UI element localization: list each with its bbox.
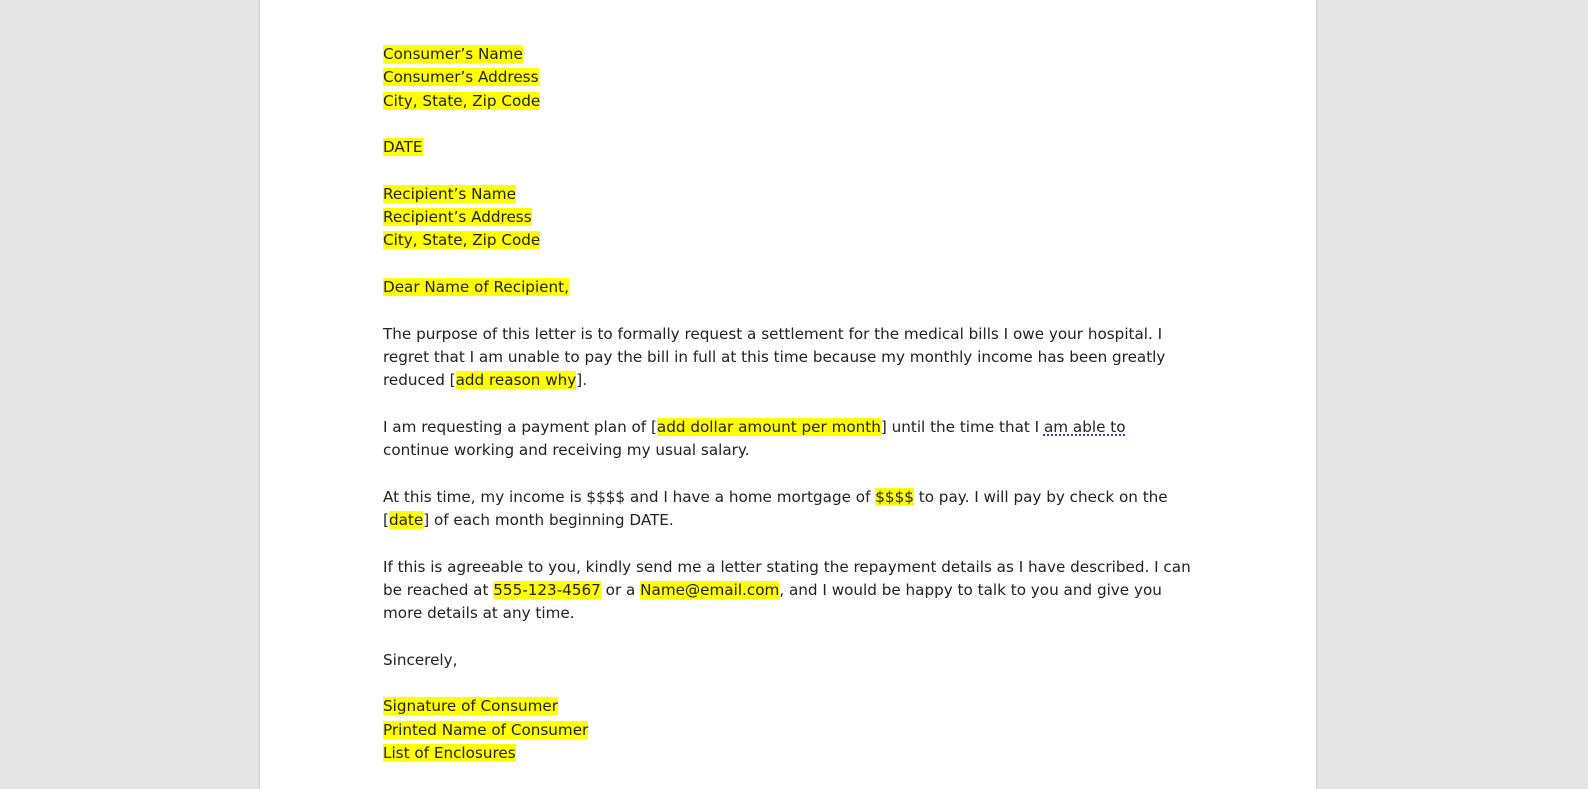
- paragraph-3-text: [: [383, 510, 389, 529]
- spacer: [383, 253, 1203, 276]
- grammar-suggestion[interactable]: am able to: [1043, 417, 1126, 436]
- paragraph-4-text: , and I would be happy to talk to you and give you: [779, 580, 1162, 599]
- paragraph-3-line-2: [383, 509, 1203, 532]
- spacer: [383, 113, 1203, 136]
- sender-city-line: [383, 90, 1203, 113]
- paragraph-4-text: be reached at: [383, 580, 494, 599]
- spacer: [383, 392, 1203, 415]
- recipient-city-line: [383, 229, 1203, 252]
- recipient-name: Recipient’s Name: [383, 184, 516, 203]
- sender-address: Consumer’s Address: [383, 68, 539, 87]
- spacer: [383, 462, 1203, 485]
- paragraph-2-text: I am requesting a payment plan of [: [383, 417, 657, 436]
- paragraph-4-text: or a: [600, 580, 641, 599]
- placeholder-email: Name@email.com: [640, 580, 780, 599]
- placeholder-dollar-amount: add dollar amount per month: [656, 417, 881, 436]
- letter-date: DATE: [383, 138, 423, 157]
- paragraph-1-text: reduced [: [383, 371, 456, 390]
- paragraph-1-text: ].: [576, 371, 588, 390]
- paragraph-2-text: ] until the time that I: [880, 417, 1044, 436]
- sender-city: City, State, Zip Code: [383, 91, 541, 110]
- placeholder-reason: add reason why: [455, 371, 577, 390]
- closing-line: [383, 649, 1203, 672]
- paragraph-3-text: ] of each month beginning DATE.: [423, 510, 674, 529]
- letter-body[interactable]: [383, 43, 1203, 765]
- spacer: [383, 299, 1203, 322]
- printed-name-line: [383, 719, 1203, 742]
- placeholder-phone: 555-123-4567: [493, 580, 601, 599]
- paragraph-4-text: If this is agreeable to you, kindly send me a letter stating the repayment details as I have described. I can: [383, 557, 1191, 576]
- paragraph-3-line-1: [383, 486, 1203, 509]
- date-line: [383, 136, 1203, 159]
- spacer: [383, 672, 1203, 695]
- placeholder-date: date: [388, 510, 424, 529]
- closing: Sincerely,: [383, 650, 458, 669]
- salutation: Dear Name of Recipient,: [383, 277, 569, 296]
- paragraph-1-line-3: [383, 369, 1203, 392]
- recipient-city: City, State, Zip Code: [383, 231, 541, 250]
- paragraph-4-text: more details at any time.: [383, 604, 575, 623]
- paragraph-1-line-2: [383, 346, 1203, 369]
- signature-line: [383, 695, 1203, 718]
- spacer: [383, 532, 1203, 555]
- paragraph-2-text: continue working and receiving my usual salary.: [383, 441, 750, 460]
- paragraph-2-line-1: [383, 416, 1203, 439]
- paragraph-4-line-2: [383, 579, 1203, 602]
- signature-placeholder: Signature of Consumer: [383, 697, 559, 716]
- spacer: [383, 159, 1203, 182]
- sender-name-line: [383, 43, 1203, 66]
- paragraph-1-text: regret that I am unable to pay the bill in full at this time because my monthly income has been greatly: [383, 347, 1166, 366]
- paragraph-2-line-2: [383, 439, 1203, 462]
- document-page[interactable]: [259, 0, 1317, 789]
- paragraph-4-line-3: [383, 602, 1203, 625]
- spacer: [383, 625, 1203, 648]
- paragraph-3-text: At this time, my income is $$$$ and I have a home mortgage of: [383, 487, 876, 506]
- recipient-address-line: [383, 206, 1203, 229]
- enclosures-line: [383, 742, 1203, 765]
- sender-name: Consumer’s Name: [383, 45, 523, 63]
- placeholder-mortgage-amount: $$$$: [875, 487, 914, 506]
- enclosures-placeholder: List of Enclosures: [383, 743, 516, 762]
- recipient-address: Recipient’s Address: [383, 208, 532, 227]
- salutation-line: [383, 276, 1203, 299]
- paragraph-1-line-1: [383, 323, 1203, 346]
- paragraph-3-text: to pay. I will pay by check on the: [913, 487, 1168, 506]
- printed-name-placeholder: Printed Name of Consumer: [383, 720, 589, 739]
- paragraph-4-line-1: [383, 556, 1203, 579]
- recipient-name-line: [383, 183, 1203, 206]
- sender-address-line: [383, 66, 1203, 89]
- paragraph-1-text: The purpose of this letter is to formally request a settlement for the medical bills I owe your hospital. I: [383, 324, 1163, 343]
